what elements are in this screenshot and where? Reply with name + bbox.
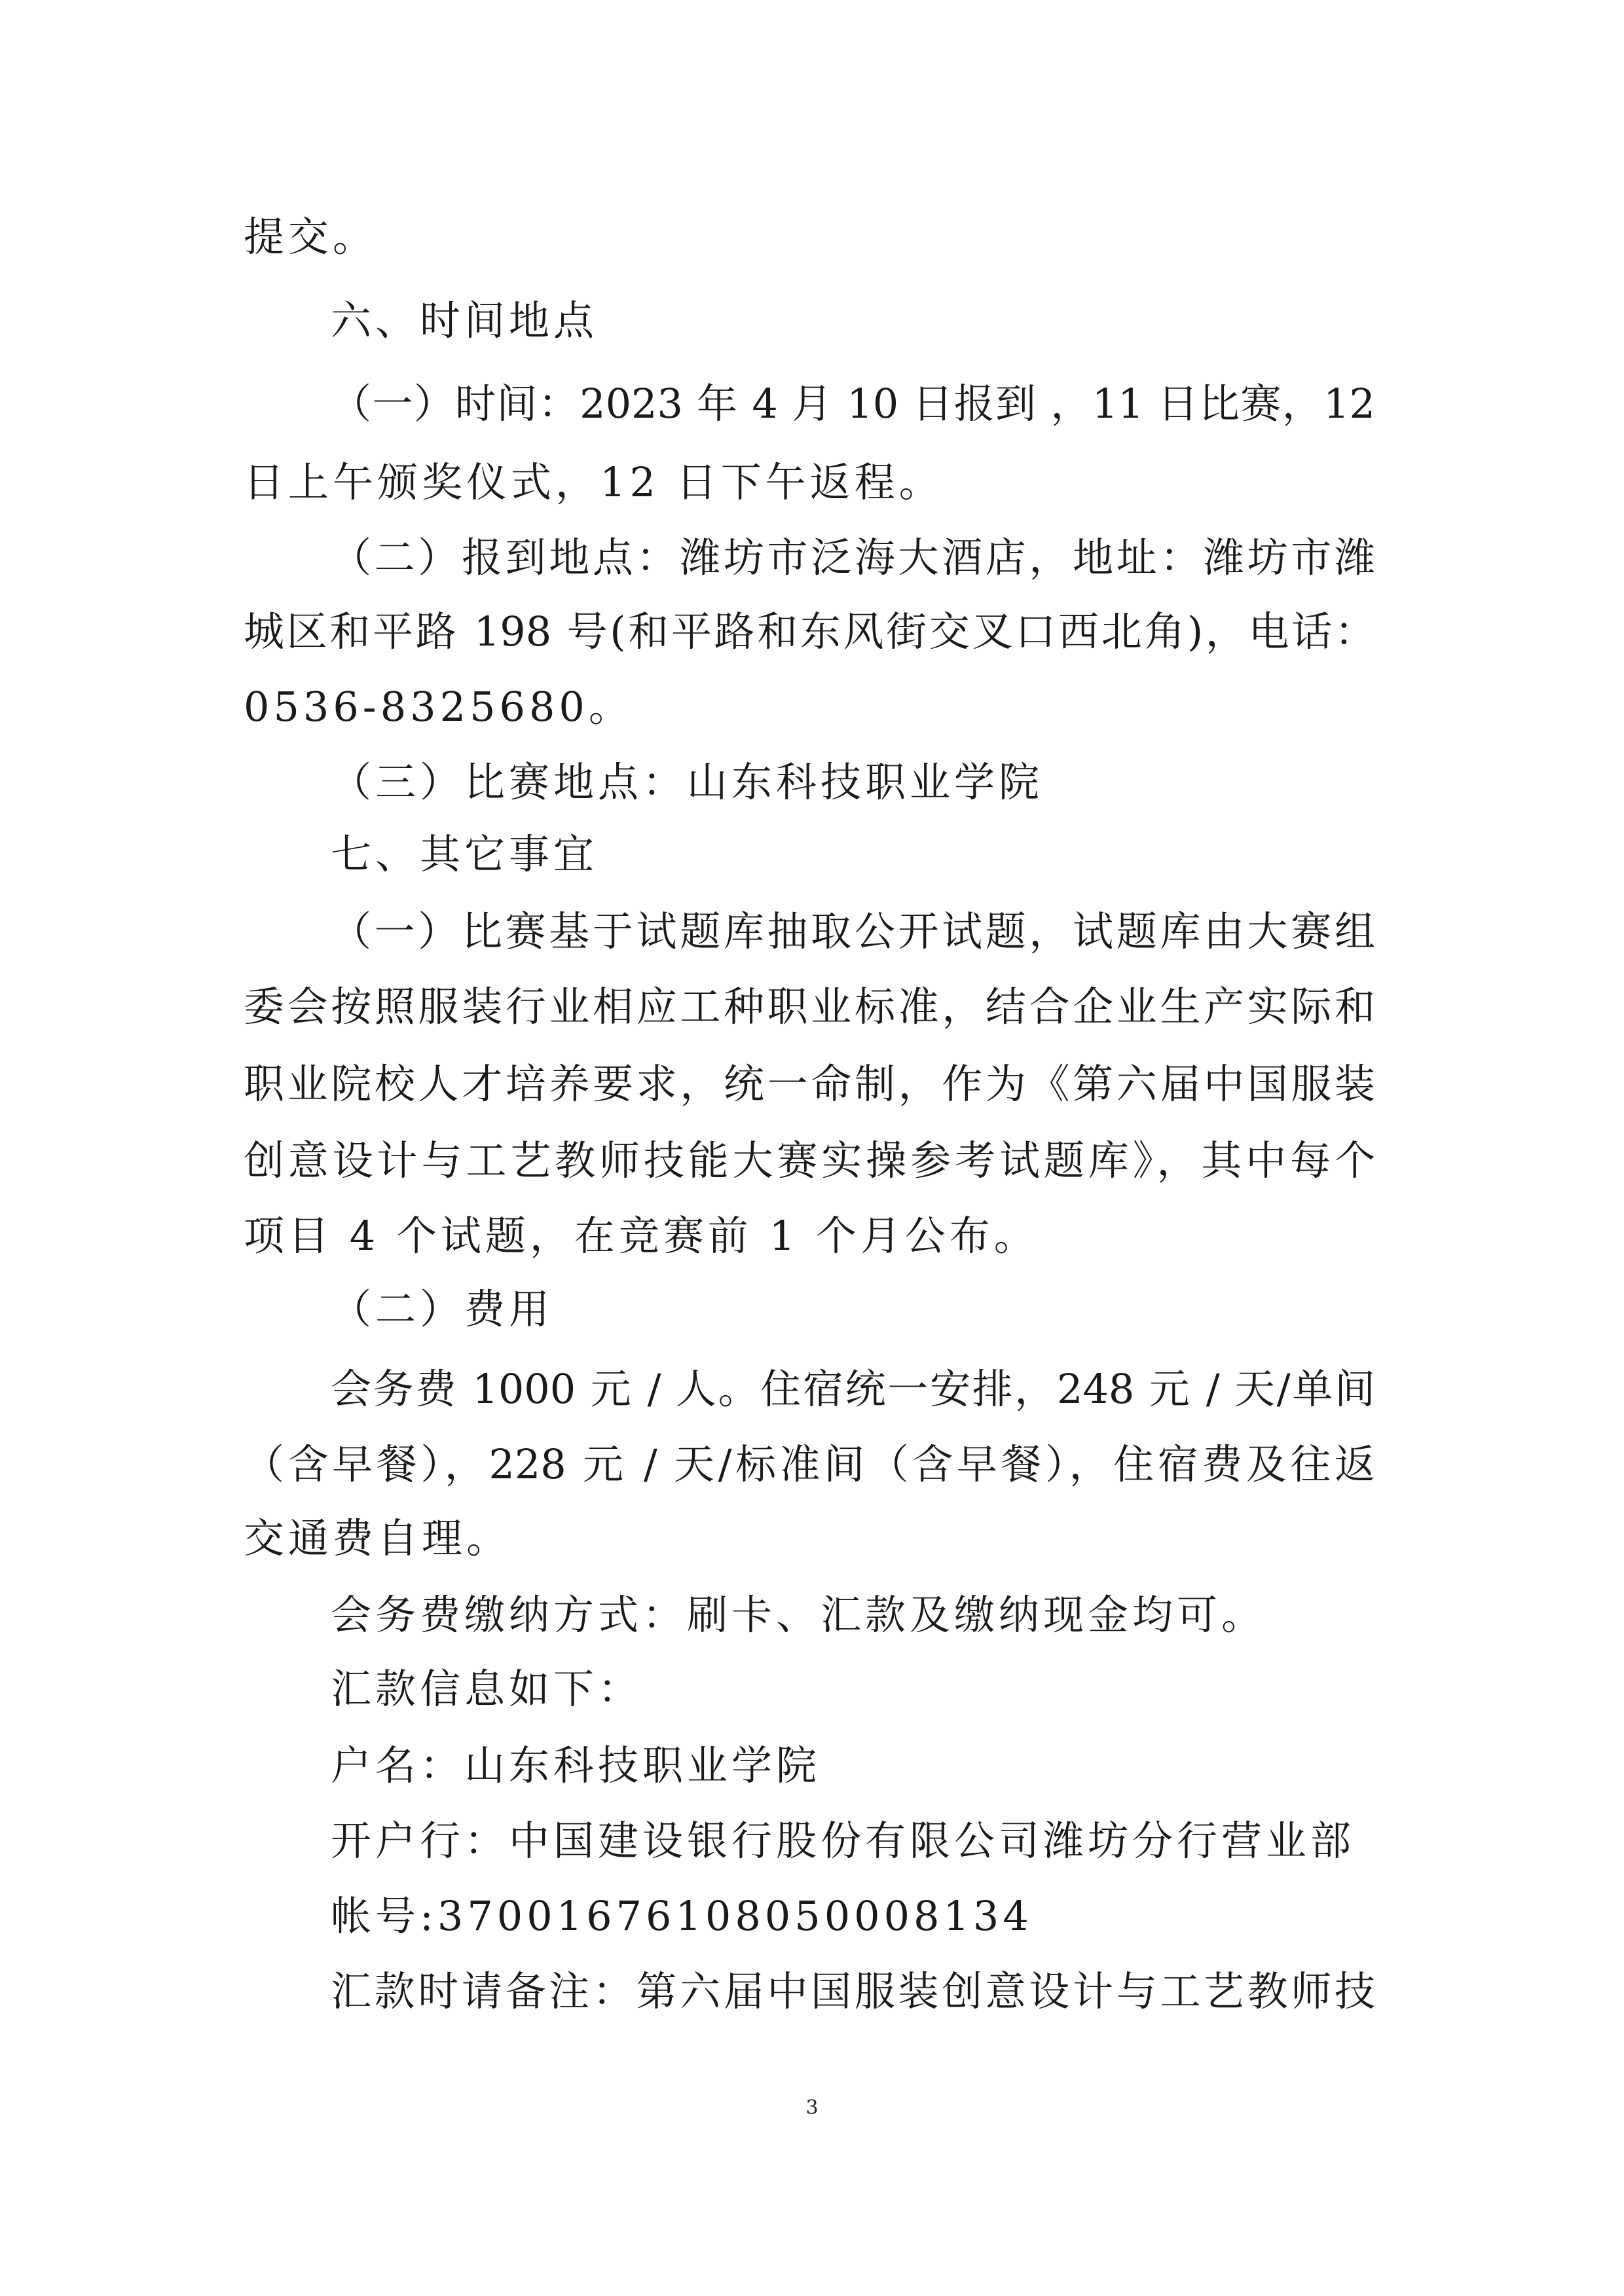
section-heading-time-place: 六、时间地点 bbox=[331, 297, 599, 344]
text-line: 委会按照服装行业相应工种职业标准，结合企业生产实际和 bbox=[244, 983, 1375, 1030]
page-number: 3 bbox=[805, 2096, 819, 2119]
text-line: （三）比赛地点：山东科技职业学院 bbox=[331, 758, 1044, 806]
text-line: 0536-8325680。 bbox=[244, 683, 633, 731]
text-line: （一）比赛基于试题库抽取公开试题，试题库由大赛组 bbox=[331, 907, 1375, 955]
text-line: 会务费缴纳方式：刷卡、汇款及缴纳现金均可。 bbox=[331, 1591, 1266, 1639]
text-line: 城区和平路 198 号(和平路和东风街交叉口西北角)，电话： bbox=[244, 608, 1375, 655]
text-line: 日上午颁奖仪式，12 日下午返程。 bbox=[244, 458, 944, 506]
section-heading-other-matters: 七、其它事宜 bbox=[331, 830, 599, 878]
bank-name: 开户行：中国建设银行股份有限公司潍坊分行营业部 bbox=[331, 1817, 1356, 1865]
text-line: 汇款时请备注：第六届中国服装创意设计与工艺教师技 bbox=[331, 1967, 1375, 2015]
subheading-fees: （二）费用 bbox=[331, 1285, 554, 1333]
text-line: 创意设计与工艺教师技能大赛实操参考试题库》，其中每个 bbox=[244, 1137, 1375, 1184]
account-name: 户名：山东科技职业学院 bbox=[331, 1741, 821, 1789]
text-line: 交通费自理。 bbox=[244, 1514, 511, 1562]
text-line: 汇款信息如下： bbox=[331, 1665, 643, 1713]
text-line: （二）报到地点：潍坊市泛海大酒店，地址：潍坊市潍 bbox=[331, 534, 1375, 581]
text-line: 职业院校人才培养要求，统一命制，作为《第六届中国服装 bbox=[244, 1060, 1375, 1108]
text-line: （一）时间：2023 年 4 月 10 日报到 ，11 日比赛，12 bbox=[331, 380, 1375, 428]
text-line: （含早餐），228 元 / 天/标准间（含早餐），住宿费及往返 bbox=[244, 1440, 1375, 1488]
account-number: 帐号:37001676108050008134 bbox=[331, 1892, 1033, 1940]
text-line: 项目 4 个试题，在竞赛前 1 个月公布。 bbox=[244, 1212, 1039, 1260]
text-line: 提交。 bbox=[244, 213, 378, 261]
text-line: 会务费 1000 元 / 人。住宿统一安排，248 元 / 天/单间 bbox=[331, 1365, 1375, 1413]
